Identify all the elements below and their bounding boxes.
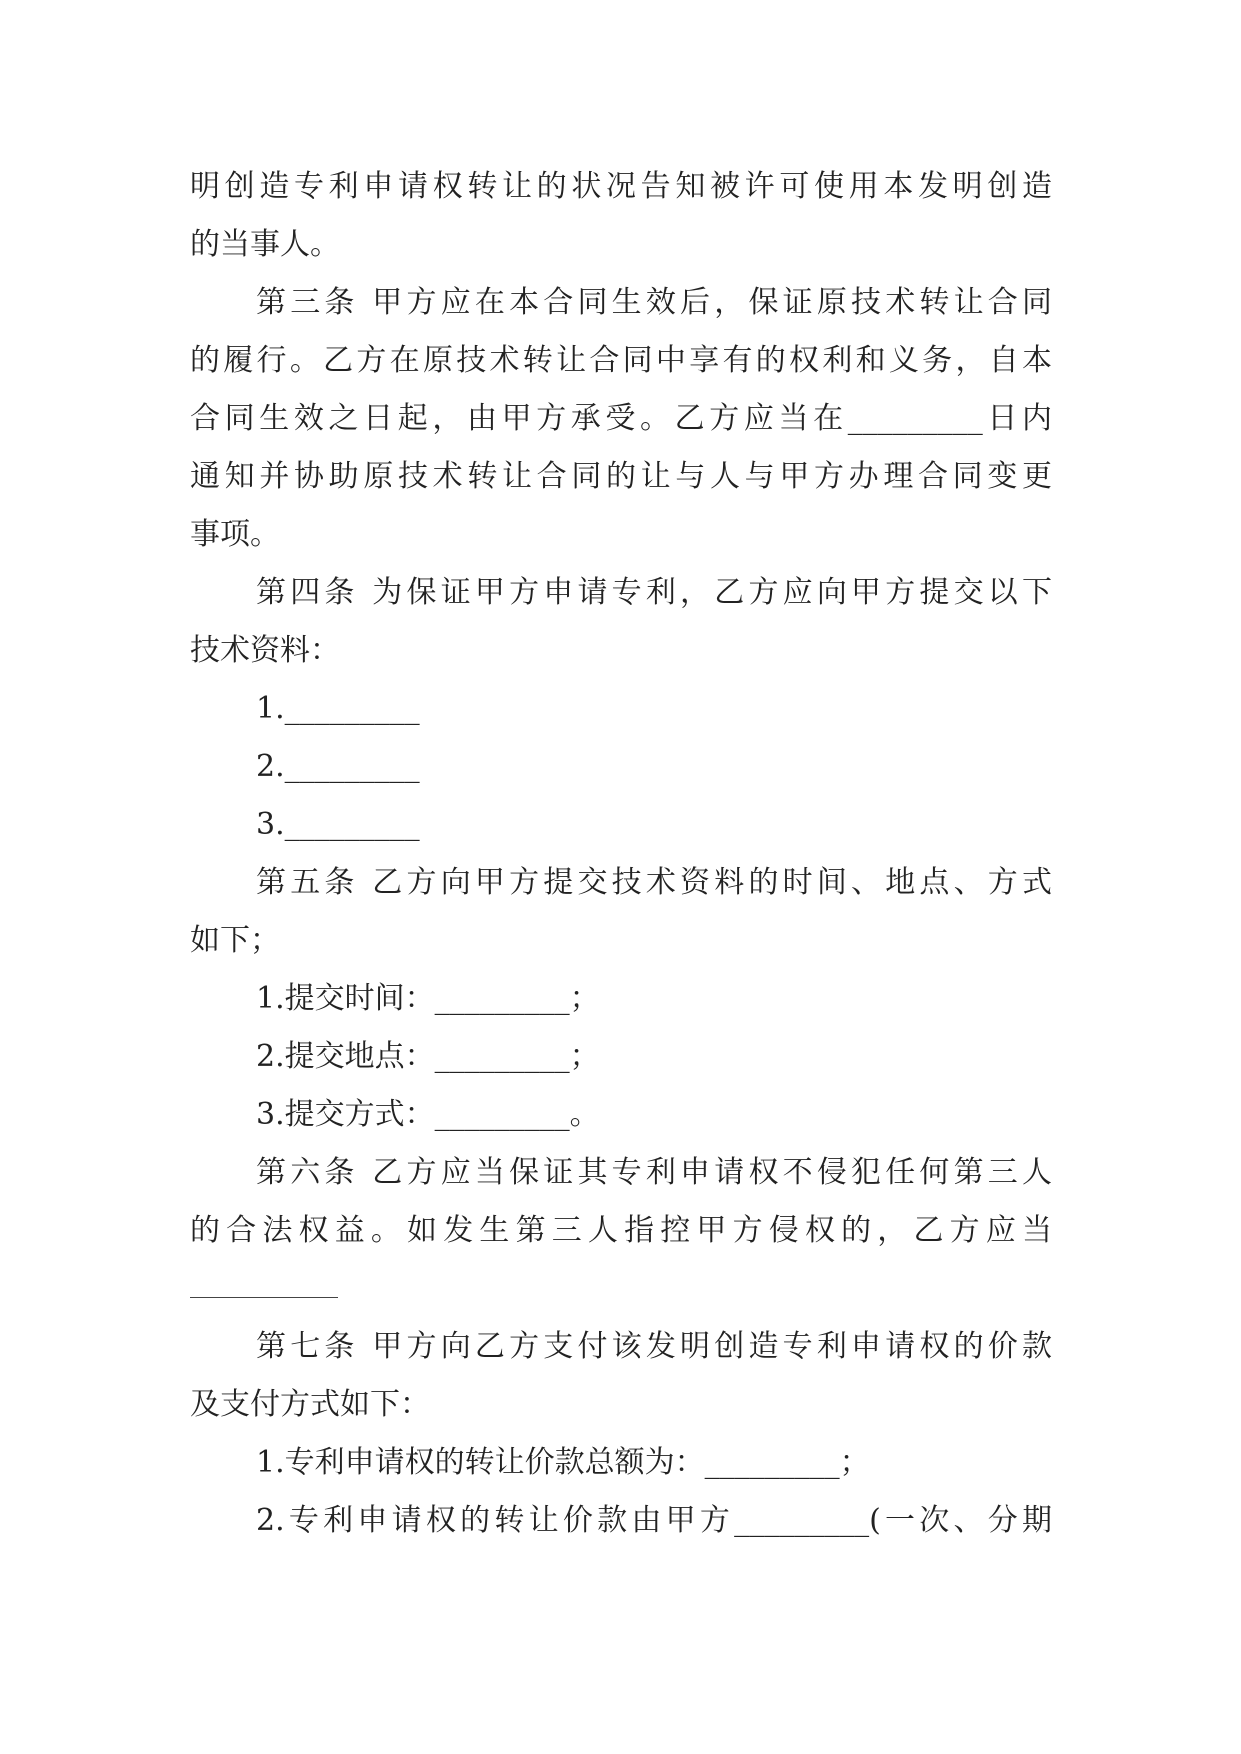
text-line: 通知并协助原技术转让合同的让与人与甲方办理合同变更: [190, 459, 1052, 494]
list-item: 3.提交方式：_________。: [256, 1097, 600, 1132]
list-item: 1.提交时间：_________；: [256, 981, 600, 1016]
article-6-heading-line: 第六条 乙方应当保证其专利申请权不侵犯任何第三人: [256, 1155, 1052, 1190]
list-item: 2.提交地点：_________；: [256, 1039, 600, 1074]
text-line: 明创造专利申请权转让的状况告知被许可使用本发明创造: [190, 169, 1052, 204]
list-item: 3._________: [256, 807, 420, 842]
text-line: 的履行。乙方在原技术转让合同中享有的权利和义务，自本: [190, 343, 1052, 378]
text-line: 的当事人。: [190, 227, 340, 262]
article-4-heading-line: 第四条 为保证甲方申请专利，乙方应向甲方提交以下: [256, 575, 1052, 610]
article-7-heading-line: 第七条 甲方向乙方支付该发明创造专利申请权的价款: [256, 1329, 1052, 1364]
text-line: 的合法权益。如发生第三人指控甲方侵权的，乙方应当: [190, 1213, 1052, 1248]
list-item: 1._________: [256, 691, 420, 726]
text-line: 技术资料：: [190, 633, 340, 668]
article-3-heading-line: 第三条 甲方应在本合同生效后，保证原技术转让合同: [256, 285, 1052, 320]
fill-in-blank: [190, 1297, 338, 1298]
text-line: 事项。: [190, 517, 280, 552]
list-item: 2.专利申请权的转让价款由甲方_________(一次、分期: [256, 1503, 1052, 1538]
text-line: 如下；: [190, 923, 280, 958]
article-5-heading-line: 第五条 乙方向甲方提交技术资料的时间、地点、方式: [256, 865, 1052, 900]
text-line: 及支付方式如下：: [190, 1387, 430, 1422]
list-item: 1.专利申请权的转让价款总额为：_________；: [256, 1445, 870, 1480]
list-item: 2._________: [256, 749, 420, 784]
text-line: 合同生效之日起，由甲方承受。乙方应当在_________日内: [190, 401, 1052, 436]
